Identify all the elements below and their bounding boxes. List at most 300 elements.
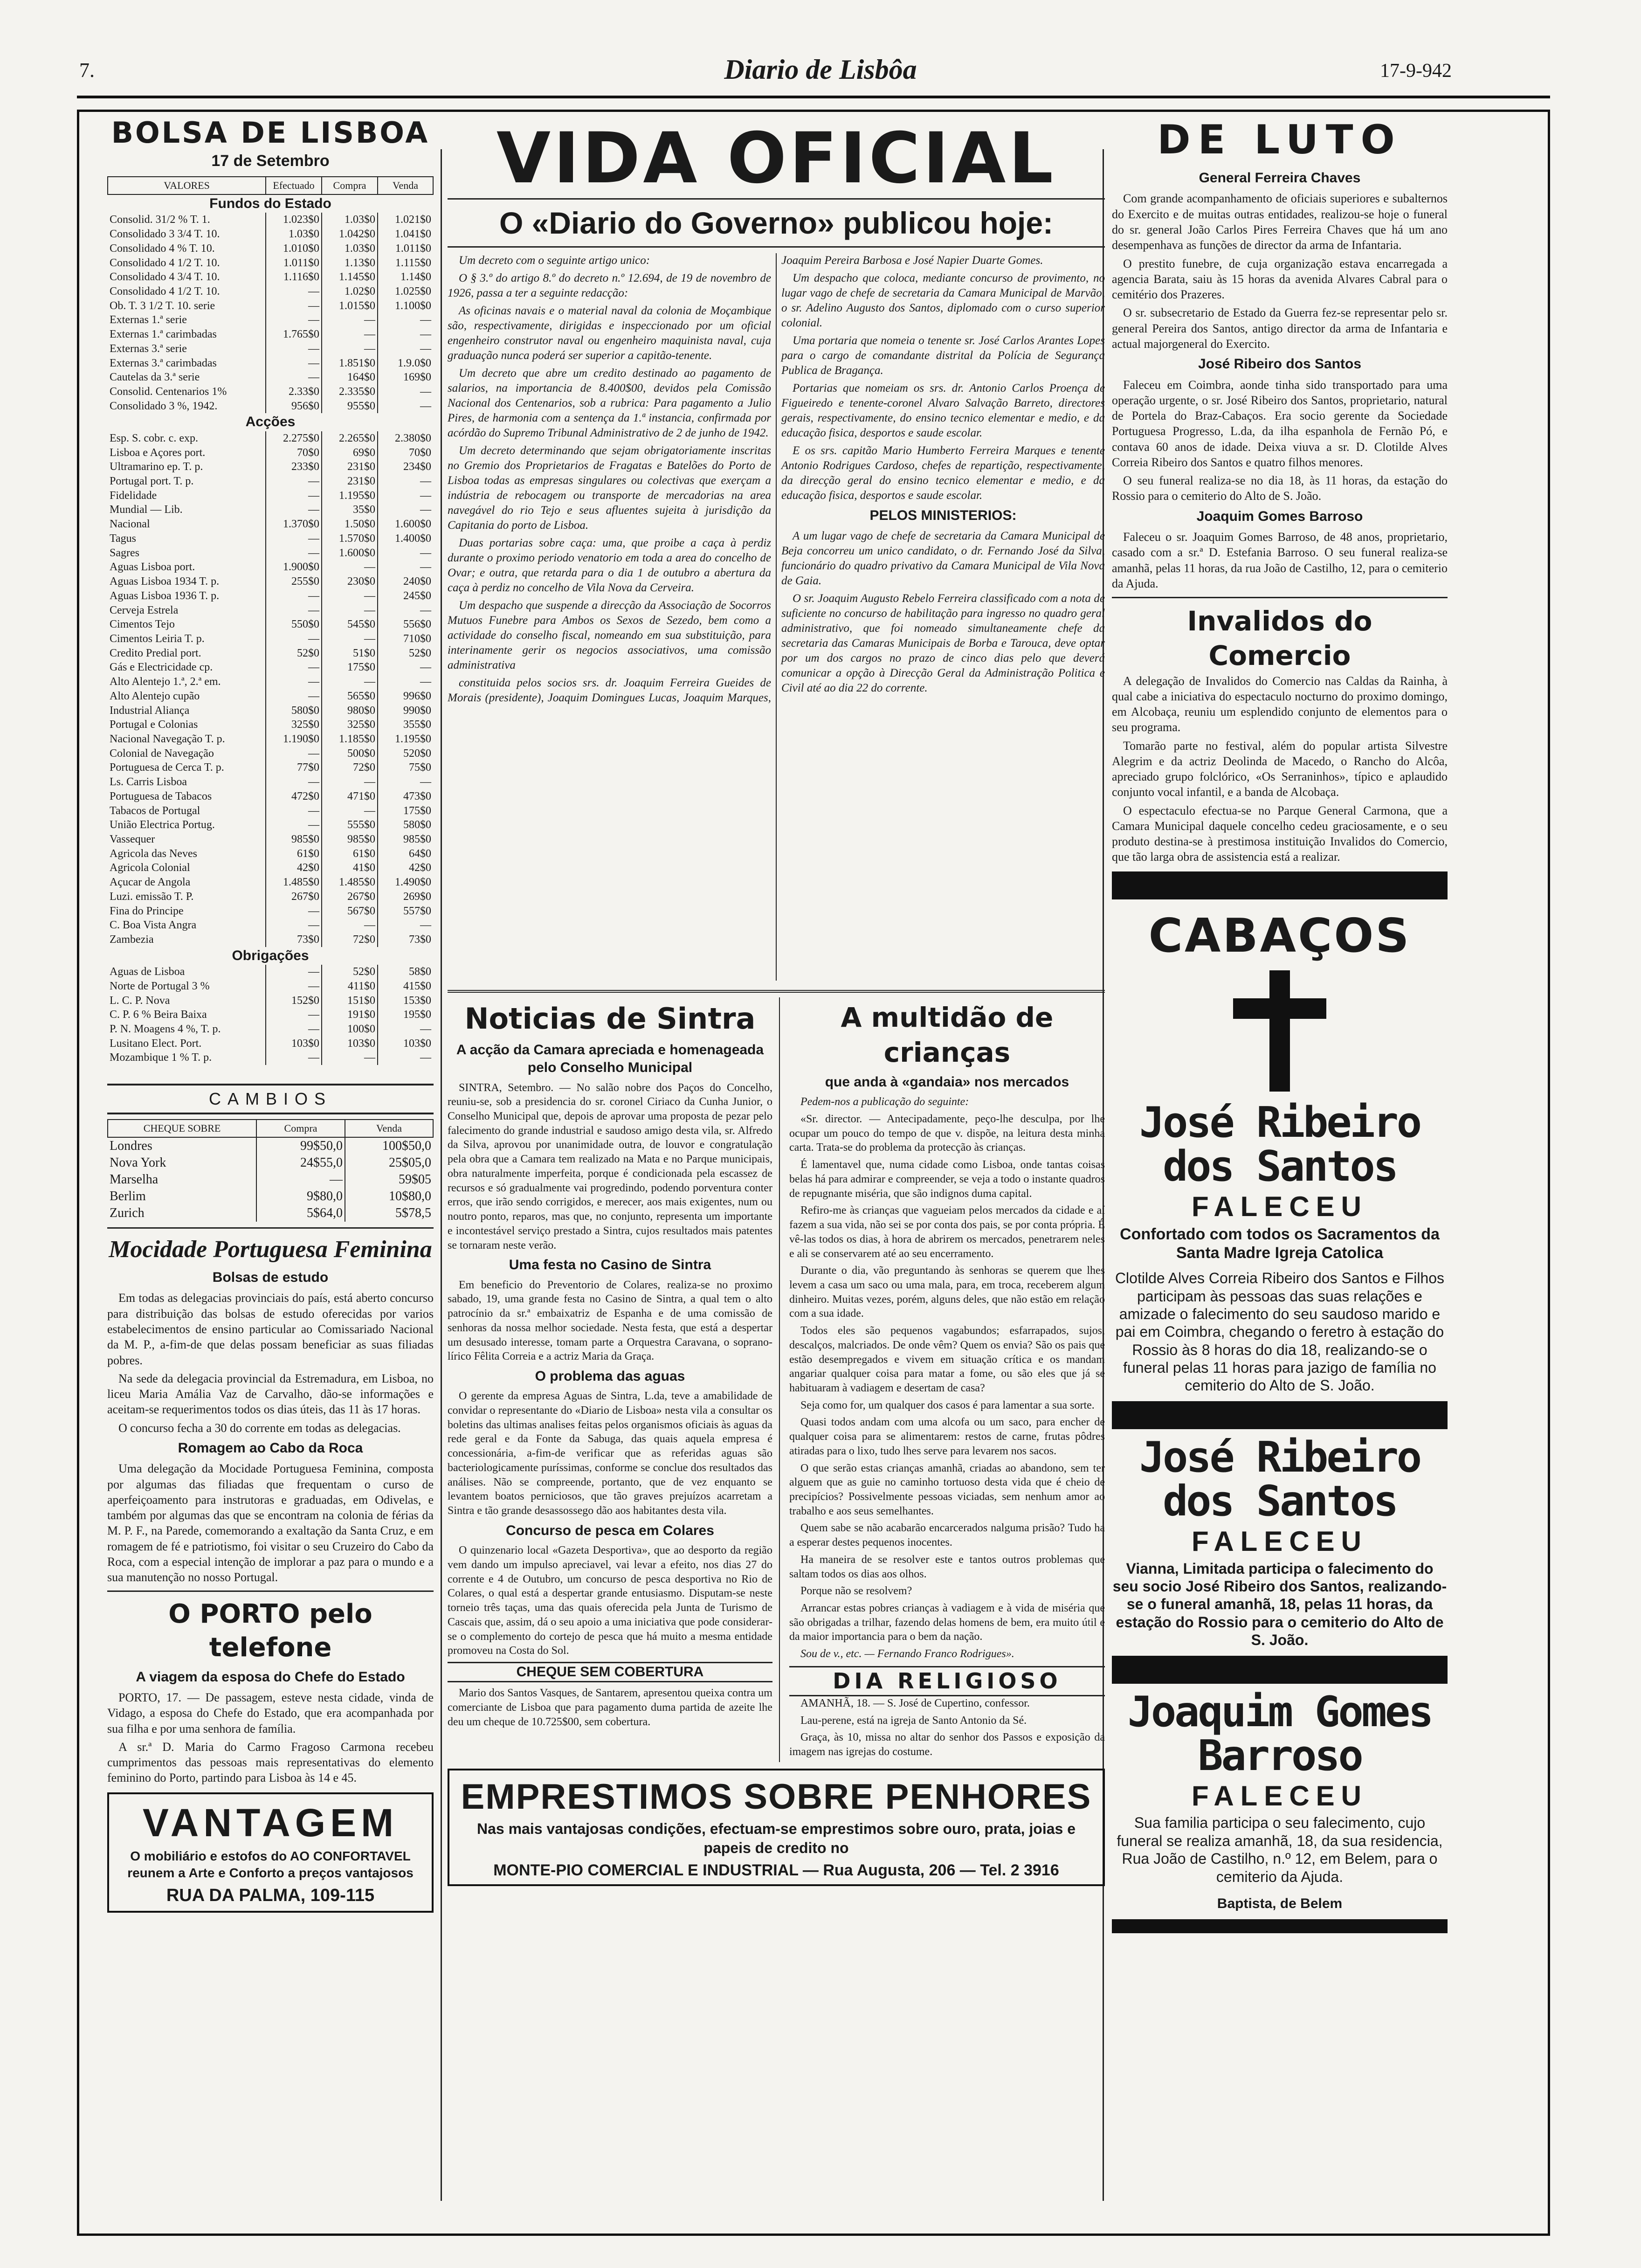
multidao-paragraph: É lamentavel que, numa cidade como Lisboa, onde tantas coisas belas há para admirar e compreender, se veja a todo o instante quadros de repugnante miséria, que são indignos duma capital. xyxy=(789,1159,1105,1200)
table-row xyxy=(108,1205,433,1222)
table-cell: Consolid. 31/2 % T. 1. xyxy=(110,214,210,226)
divider xyxy=(107,1227,434,1229)
table-cell: Cimentos Leiria T. p. xyxy=(110,632,205,645)
table-cell: — xyxy=(378,399,433,414)
mocidade-title: Mocidade Portuguesa Feminina xyxy=(109,1236,432,1263)
table-row xyxy=(108,385,433,399)
table-cell: Ob. T. 3 1/2 T. 10. serie xyxy=(110,299,215,312)
religioso-title: DIA RELIGIOSO xyxy=(789,1666,1105,1696)
casino-text: Em beneficio do Preventorio de Colares, realiza-se no proximo sabado, 19, uma grande festa no Casino de Sintra, a qual tem o alto patrocínio da sr.ª embaixatriz de Espanha e de uma comissão de senhoras da nossa melhor sociedade. Nesta festa, que está a despertar um desusado interesse, tomam parte a Orquestra Caravana, o soprano-lírico Fêlita Correia e a actriz Maria da Graça. xyxy=(448,1279,772,1363)
table-cell: — xyxy=(266,342,322,356)
table-cell: Ls. Carris Lisboa xyxy=(110,776,187,788)
table-cell: 955$0 xyxy=(322,399,378,414)
cheque-text: Mario dos Santos Vasques, de Santarem, apresentou queixa contra um comerciante de Lisboa que para pagamento duma partida de azeite lhe deu um cheque de 10.725$00, sem cobertura. xyxy=(448,1687,772,1728)
table-cell: 1.195$0 xyxy=(378,732,433,747)
table-cell: 1.03$0 xyxy=(322,242,378,256)
table-cell: — xyxy=(322,775,378,789)
table-cell: 10$80,0 xyxy=(345,1188,433,1205)
table-row xyxy=(108,399,433,414)
table-cell: 169$0 xyxy=(378,370,433,385)
table-cell: 472$0 xyxy=(266,789,322,804)
black-border xyxy=(1112,1401,1448,1429)
table-row xyxy=(108,617,433,632)
multidao-paragraph: Arrancar estas pobres crianças à vadiagem e à vida de miséria que são obrigadas a trilhar, fazendo delas homens de bem, era muito útil e da maior importancia para o bem da nação. xyxy=(789,1602,1105,1643)
table-cell: 996$0 xyxy=(378,689,433,704)
aguas-text: O gerente da empresa Aguas de Sintra, L.da, teve a amabilidade de convidar o representante do «Diario de Lisboa» nesta vila a consultar os boletins das ultimas analises feitas pelos organismos oficiais às aguas da rede geral e da Fonte da Sabuga, das quais aquela empresa é concessionária, a-fim-de verificar que as referidas aguas são bacteriologicamente puríssimas, conforme se conclue dos resultados das análises. Não se compreende, portanto, que de vez enquanto se levantem boatos perniciosos, que tão graves prejuízos acarretam a Sintra e tão grande desassossego dão aos habitantes desta vila. xyxy=(448,1390,772,1517)
table-row xyxy=(108,270,433,284)
bolsa-title: BOLSA DE LISBOA xyxy=(111,116,430,150)
table-cell: C. Boa Vista Angra xyxy=(110,919,197,932)
table-cell: Credito Predial port. xyxy=(110,647,201,659)
vida-paragraph: Um decreto determinando que sejam obrigatoriamente inscritas no Gremio dos Proprietarios de Fragatas e Batelões do Porto de Lisboa todas as empresas singulares ou colectivas que exerçam a indústria de rebocagem ou transporte de mercadorias na area navegável do rio Tejo e seus afluentes sujeita à jurisdição da Capitania do porto de Lisboa. xyxy=(448,444,771,532)
ministerios-title: PELOS MINISTERIOS: xyxy=(869,508,1017,524)
cabacos-title: CABAÇOS xyxy=(1148,908,1411,963)
vida-oficial-title: VIDA OFICIAL xyxy=(496,118,1056,199)
table-cell: 2.335$0 xyxy=(322,385,378,399)
table-cell: — xyxy=(322,918,378,933)
romagem-text: Uma delegação da Mocidade Portuguesa Feminina, composta por algumas das filiadas que frequentam o curso de aperfeiçoamento para instrutoras e graduadas, em Odivelas, e também por algumas das que se encontram na colonia de férias da M. P. F., na Parede, comemorando a exaltação da Santa Cruz, e em romagem de fé e patriotismo, foi visitar o seu Cruzeiro do Cabo da Roca, com a especial intenção de implorar a paz para o mundo e a sua manutenção no nosso Portugal. xyxy=(107,1462,434,1584)
table-row xyxy=(108,517,433,532)
table-cell: — xyxy=(322,342,378,356)
table-row xyxy=(108,1051,433,1065)
table-cell: União Electrica Portug. xyxy=(110,819,215,831)
ad-vantagem xyxy=(107,1792,434,1913)
vida-paragraph: constituida pelos socios srs. dr. Joaquim Ferreira Gueides de Morais (presidente), Joaquim Domingues Lucas, Joaquim Marques, Joaquim Pereira Barbosa e José Napier Duarte Gomes. xyxy=(448,254,1043,705)
table-row xyxy=(108,933,433,947)
table-cell: 2.265$0 xyxy=(322,431,378,446)
col-header: VALORES xyxy=(108,177,266,194)
obituary-name: José Ribeiro dos Santos xyxy=(1139,1432,1420,1526)
multidao-signature: Sou de v., etc. — Fernando Franco Rodrigues». xyxy=(800,1648,1014,1660)
table-row xyxy=(108,875,433,890)
table-cell: 25$05,0 xyxy=(345,1155,433,1171)
table-cell: 100$50,0 xyxy=(345,1137,433,1155)
multidao-paragraph: «Sr. director. — Antecipadamente, peço-lhe desculpa, por lhe ocupar um pouco do tempo de que v. dispõe, na leitura desta minha carta. Trata-se do problema da protecção às crianças. xyxy=(789,1113,1105,1154)
table-cell: 567$0 xyxy=(322,904,378,919)
table-row xyxy=(108,675,433,689)
table-cell: 70$0 xyxy=(378,446,433,460)
table-row xyxy=(108,446,433,460)
table-row xyxy=(108,327,433,342)
table-cell: Norte de Portugal 3 % xyxy=(110,980,210,992)
table-cell: 1.490$0 xyxy=(378,875,433,890)
table-cell: — xyxy=(266,356,322,371)
table-cell: 1.9.0$0 xyxy=(378,356,433,371)
table-cell: — xyxy=(378,1051,433,1065)
table-cell: — xyxy=(266,675,322,689)
vida-paragraph: Um despacho que coloca, mediante concurso de provimento, no lugar vago de chefe de secretaria da Camara Municipal de Marvão, o sr. Adelino Augusto dos Santos, diplomado com o curso superior colonial. xyxy=(781,272,1105,330)
table-cell: 1.116$0 xyxy=(266,270,322,284)
table-row xyxy=(108,818,433,832)
multidao-paragraph: Durante o dia, vão preguntando às senhoras se querem que lhes levem a casa um saco ou uma mala, para, em troca, receberem algum dinheiro. Muitas vezes, porém, alguns deles, que não estão em relação com a sua idade. xyxy=(789,1265,1105,1320)
table-cell: — xyxy=(266,503,322,517)
table-cell: Consolid. Centenarios 1% xyxy=(110,386,227,398)
emprestimos-address: MONTE-PIO COMERCIAL E INDUSTRIAL — Rua Augusta, 206 — Tel. 2 3916 xyxy=(493,1861,1059,1879)
table-row xyxy=(108,1137,433,1155)
vida-paragraph: E os srs. capitão Mario Humberto Ferreira Marques e tenente Antonio Rodrigues Cardoso, chefes de repartição, respectivamente, da direcção geral do ensino tecnico elementar e medio, e da educação fisica, desportos e saude escolar. xyxy=(781,444,1105,502)
table-cell: 72$0 xyxy=(322,761,378,775)
religioso-text: AMANHÃ, 18. — S. José de Cupertino, confessor. xyxy=(800,1697,1030,1709)
obituary-text: Clotilde Alves Correia Ribeiro dos Santos e Filhos participam às pessoas das suas relações e amizade o falecimento do seu saudoso marido e pai em Coimbra, chegando o feretro à estação do Rossio às 8 horas do dia 18, realizando-se o funeral pelas 11 horas para jazigo de família no cemiterio do Alto de S. João. xyxy=(1115,1270,1445,1394)
table-cell: Zambezia xyxy=(110,933,154,946)
table-cell: 556$0 xyxy=(378,617,433,632)
table-row xyxy=(108,1188,433,1205)
table-row xyxy=(108,1037,433,1051)
table-cell: 710$0 xyxy=(378,632,433,646)
table-cell: 234$0 xyxy=(378,460,433,474)
table-row xyxy=(108,761,433,775)
table-cell: — xyxy=(266,775,322,789)
table-cell: 58$0 xyxy=(378,965,433,979)
table-row xyxy=(108,994,433,1008)
table-cell: — xyxy=(266,546,322,560)
table-cell: 103$0 xyxy=(322,1037,378,1051)
table-cell: — xyxy=(266,965,322,979)
mocidade-paragraph: Na sede da delegacia provincial da Estremadura, em Lisboa, no liceu Maria Amália Vaz de Carvalho, dão-se informações e aceitam-se requerimentos todos os dias úteis, das 11 às 17 horas. xyxy=(107,1371,434,1417)
table-cell: 1.600$0 xyxy=(378,517,433,532)
section-heading: Fundos do Estado xyxy=(209,196,331,212)
table-cell: 956$0 xyxy=(266,399,322,414)
table-cell: 1.370$0 xyxy=(266,517,322,532)
bolsa-date: 17 de Setembro xyxy=(211,152,330,170)
table-cell: 153$0 xyxy=(378,994,433,1008)
table-cell: — xyxy=(266,532,322,546)
table-cell: — xyxy=(266,918,322,933)
table-cell: 1.021$0 xyxy=(378,213,433,227)
diario-governo-headline: O «Diario do Governo» publicou hoje: xyxy=(448,198,1105,248)
table-cell: Vassequer xyxy=(110,833,155,845)
table-cell: 1.570$0 xyxy=(322,532,378,546)
table-row xyxy=(108,356,433,371)
pesca-text: O quinzenario local «Gazeta Desportiva», que ao desporto da região vem dando um impulso apreciavel, vai levar a efeito, nos dias 27 do corrente e 4 de Outubro, um concurso de pesca desportiva no Rio de Colares, o qual está a despertar grande entusiasmo. Disputam-se neste torneio três taças, uma das quais oferecida pela Junta de Turismo de Cascais que, assim, dá o seu apoio a uma iniciativa que pode considerar-se o complemento do cortejo de pesca que há muito a mesma entidade promoveu na Costa do Sol. xyxy=(448,1544,772,1657)
table-row xyxy=(108,832,433,847)
table-cell: 1.011$0 xyxy=(378,242,433,256)
table-cell: — xyxy=(378,560,433,574)
table-cell: 61$0 xyxy=(266,847,322,861)
ministerios-paragraph: O sr. Joaquim Augusto Rebelo Ferreira classificado com a nota de suficiente no concurso de habilitação para ingresso no quadro geral administrativo, que foi nomeado simultaneamente chefe da secretaria das Camaras Municipais de Borba e Tarouca, deve optar por um dos cargos no prazo de cinco dias pelo que deverá comunicar a opção à Direcção Geral da Administração Politica e Civil até ao dia 22 do corrente. xyxy=(781,592,1105,694)
funeral-agency: Baptista, de Belem xyxy=(1217,1895,1343,1911)
general-paragraph: O prestito funebre, de cuja organização estava encarregada a agencia Barata, saiu às 15 horas da avenida Alvares Cabral para o cemitério dos Prazeres. xyxy=(1112,256,1448,302)
table-cell: 1.02$0 xyxy=(322,284,378,299)
multidao-title: A multidão de crianças xyxy=(841,1002,1054,1068)
table-cell: 1.851$0 xyxy=(322,356,378,371)
table-cell: 545$0 xyxy=(322,617,378,632)
table-cell: 565$0 xyxy=(322,689,378,704)
section-heading: Obrigações xyxy=(232,947,309,963)
table-cell: 1.145$0 xyxy=(322,270,378,284)
table-cell: L. C. P. Nova xyxy=(110,994,170,1007)
table-cell: — xyxy=(266,284,322,299)
table-row xyxy=(108,503,433,517)
table-row xyxy=(108,532,433,546)
general-paragraph: O sr. subsecretario de Estado da Guerra fez-se representar pelo sr. general Pereira dos Santos, antigo director da arma de Infantaria e actual majorgeneral do Exercito. xyxy=(1112,306,1448,351)
table-row xyxy=(108,460,433,474)
vida-paragraph: Uma portaria que nomeia o tenente sr. José Carlos Arantes Lopes para o cargo de comandante distrital da Polícia de Segurança Publica de Bragança. xyxy=(781,334,1105,377)
sintra-text: SINTRA, Setembro. — No salão nobre dos Paços do Concelho, reuniu-se, sob a presidencia do sr. coronel Ciriaco da Cunha Junior, o Conselho Municipal que, depois de aprovar uma proposta de pezar pelo falecimento do grande industrial e saudoso amigo desta vila, sr. Alfredo da Silva, aprovou por unanimidade outra, de louvor e congratulação pela obra que a Camara tem realizado na Mata e no Parque municipais, obra naturalmente imperfeita, porque é condicionada pela escassez de recursos e só gradualmente vai progredindo, podendo porventura conter erros, que irão sendo corrigidos, e merecer, aos mais exigentes, num ou noutro ponto, reparos, mas que, no conjunto, representa um importante e incontestável serviço prestado a Sintra, cujos resultados mais patentes se tornaram neste verão. xyxy=(448,1081,772,1252)
bolsa-table xyxy=(107,176,434,1065)
table-cell: 42$0 xyxy=(378,861,433,875)
table-cell: Luzi. emissão T. P. xyxy=(110,890,194,903)
table-cell: 41$0 xyxy=(322,861,378,875)
table-cell: — xyxy=(322,560,378,574)
table-cell: 985$0 xyxy=(322,832,378,847)
table-cell: 151$0 xyxy=(322,994,378,1008)
table-cell: Mundial — Lib. xyxy=(110,504,183,516)
table-cell: 557$0 xyxy=(378,904,433,919)
table-cell: Fina do Principe xyxy=(110,905,184,917)
table-cell: 100$0 xyxy=(322,1022,378,1037)
table-cell: 51$0 xyxy=(322,646,378,661)
table-cell: 99$50,0 xyxy=(256,1137,345,1155)
table-cell: — xyxy=(378,675,433,689)
obituary-text: Sua familia participa o seu falecimento, cujo funeral se realiza amanhã, 18, da sua residencia, Rua João de Castilho, n.º 12, em Belem, para o cemiterio da Ajuda. xyxy=(1117,1814,1443,1885)
table-row xyxy=(108,370,433,385)
table-cell: 1.600$0 xyxy=(322,546,378,560)
table-cell: Consolidado 4 % T. 10. xyxy=(110,242,215,255)
table-cell: 985$0 xyxy=(378,832,433,847)
table-cell: 1.13$0 xyxy=(322,256,378,270)
mocidade-paragraph: O concurso fecha a 30 do corrente em todas as delegacias. xyxy=(118,1421,401,1435)
table-cell: 1.03$0 xyxy=(266,227,322,242)
vida-paragraph: Portarias que nomeiam os srs. dr. Antonio Carlos Proença de Figueiredo e tenente-coronel Alvaro Salvação Barreto, directores gerais, respectivamente, do ensino tecnico elementar e medio, e da educação fisica, desportos e saude escolar. xyxy=(781,382,1105,440)
multidao-paragraph: Quasi todos andam com uma alcofa ou um saco, para encher de qualquer coisa para se alimentarem: restos de carne, frutas pôdres atiradas para o lixo, tudo lhes serve para levarem nos sacos. xyxy=(789,1416,1105,1457)
divider xyxy=(107,1590,434,1592)
table-cell: 233$0 xyxy=(266,460,322,474)
table-cell: 520$0 xyxy=(378,747,433,761)
table-row xyxy=(108,284,433,299)
table-cell: Nova York xyxy=(110,1155,166,1170)
sintra-subtitle: A acção da Camara apreciada e homenageada pelo Conselho Municipal xyxy=(456,1042,764,1076)
table-cell: Consolidado 3 3/4 T. 10. xyxy=(110,228,220,241)
table-row xyxy=(108,546,433,560)
table-cell: Fidelidade xyxy=(110,489,157,502)
vantagem-title: VANTAGEM xyxy=(142,1800,399,1845)
table-cell: 9$80,0 xyxy=(256,1188,345,1205)
table-cell: — xyxy=(266,1051,322,1065)
table-cell: — xyxy=(266,904,322,919)
emprestimos-title: EMPRESTIMOS SOBRE PENHORES xyxy=(461,1777,1092,1817)
table-cell: Consolidado 3 %, 1942. xyxy=(110,400,218,412)
table-cell: — xyxy=(322,313,378,327)
multidao-section xyxy=(789,997,1105,1762)
table-cell: Ultramarino ep. T. p. xyxy=(110,461,203,473)
table-cell: 175$0 xyxy=(322,660,378,675)
divider xyxy=(1112,597,1448,598)
table-cell: 473$0 xyxy=(378,789,433,804)
table-row xyxy=(108,747,433,761)
table-row xyxy=(108,489,433,503)
table-cell: Cimentos Tejo xyxy=(110,618,175,631)
table-cell: — xyxy=(266,1008,322,1022)
multidao-paragraph: Seja como for, um qualquer dos casos é para lamentar a sua sorte. xyxy=(800,1399,1095,1411)
table-cell: — xyxy=(266,299,322,313)
table-cell: 64$0 xyxy=(378,847,433,861)
table-row xyxy=(108,589,433,603)
vida-paragraph: As oficinas navais e o material naval da colonia de Moçambique são, respectivamente, dirigidas e inspeccionado por um oficial engenheiro construtor naval ou engenheiro maquinista naval, cuja graduação nunca poderá ser superior a capitão-tenente. xyxy=(448,304,771,362)
table-cell: 195$0 xyxy=(378,1008,433,1022)
table-cell: 1.765$0 xyxy=(266,327,322,342)
mocidade-subtitle: Bolsas de estudo xyxy=(212,1270,329,1286)
casino-title: Uma festa no Casino de Sintra xyxy=(509,1257,711,1273)
table-cell: Nacional xyxy=(110,518,150,531)
table-row xyxy=(108,918,433,933)
table-cell: — xyxy=(266,1022,322,1037)
table-cell: — xyxy=(378,489,433,503)
emprestimos-line: Nas mais vantajosas condições, efectuam-se emprestimos sobre ouro, prata, joias e papeis de credito no xyxy=(476,1820,1076,1856)
sintra-title: Noticias de Sintra xyxy=(464,1002,756,1036)
table-cell: 985$0 xyxy=(266,832,322,847)
faleceu-label: FALECEU xyxy=(1191,1190,1368,1222)
vida-paragraph: Duas portarias sobre caça: uma, que proibe a caça à perdiz durante o proximo periodo venatorio em toda a area do concelho de Ovar; e outra, que retarda para o dia 1 de outubro a abertura da caça à perdiz no concelho de Vila Nova da Cerveira. xyxy=(448,537,771,595)
issue-date: 17-9-942 xyxy=(1380,60,1452,82)
invalidos-paragraph: O espectaculo efectua-se no Parque General Carmona, que a Camara Municipal daquele concelho cedeu graciosamente, e o seu produto destina-se à prestimosa instituição Invalidos do Comercio, que tão larga obra de assistencia está a realizar. xyxy=(1112,803,1448,864)
table-row xyxy=(108,1008,433,1022)
multidao-paragraph: Todos eles são pequenos vagabundos; esfarrapados, sujos, descalços, malcriados. De onde vêm? Quem os envia? São os pais que estão desempregados e vivem em situação crítica e os mandam angariar qualquer coisa para matar a fome, ou são eles que já se habituaram à vadiagem e desertam de casa? xyxy=(789,1325,1105,1394)
table-cell: — xyxy=(266,603,322,618)
table-cell: 2.380$0 xyxy=(378,431,433,446)
cambios-title: CAMBIOS xyxy=(107,1084,434,1114)
table-cell: 269$0 xyxy=(378,890,433,904)
table-row xyxy=(108,804,433,818)
table-cell: 325$0 xyxy=(266,718,322,732)
table-cell: Sagres xyxy=(110,546,139,559)
table-cell: Externas 1.ª serie xyxy=(110,314,187,326)
porto-subtitle: A viagem da esposa do Chefe do Estado xyxy=(136,1669,405,1685)
table-cell: 42$0 xyxy=(266,861,322,875)
table-cell: 1.100$0 xyxy=(378,299,433,313)
table-cell: Lusitano Elect. Port. xyxy=(110,1037,202,1050)
table-row xyxy=(108,1155,433,1171)
table-cell: 61$0 xyxy=(322,847,378,861)
table-cell: Agricola das Neves xyxy=(110,847,197,860)
table-cell: — xyxy=(378,313,433,327)
vida-paragraph: Um despacho que suspende a direcção da Associação de Socorros Mutuos Funebre para Ambos os Sexos de Sezedo, bem como a actividade do conselho fiscal, nomeando em sua substituição, para interinamente gerir os negocios associativos, uma comissão administrativa xyxy=(448,599,771,672)
multidao-paragraph: Ha maneira de se resolver este e tantos outros problemas que saltam todos os dias aos olhos. xyxy=(789,1553,1105,1580)
table-cell: Marselha xyxy=(110,1172,159,1187)
table-row xyxy=(108,603,433,618)
table-cell: 75$0 xyxy=(378,761,433,775)
table-cell: — xyxy=(378,327,433,342)
multidao-paragraph: Refiro-me às crianças que vagueiam pelos mercados da cidade e aí fazem a sua vida, não sei se por conta dos pais, se por conta própria. É vê-las todos os dias, à hora de abrirem os mercados, penetrarem neles e ali se conservarem até ao seu encerramento. xyxy=(789,1204,1105,1260)
table-cell: 325$0 xyxy=(322,718,378,732)
table-cell: 2.275$0 xyxy=(266,431,322,446)
table-cell: 73$0 xyxy=(266,933,322,947)
porto-text: PORTO, 17. — De passagem, esteve nesta cidade, vinda de Vidago, a esposa do Chefe do Estado, que era acompanhada por sua filha e por uma senhora de família. xyxy=(107,1691,434,1736)
table-cell: 52$0 xyxy=(266,646,322,661)
religioso-text: Lau-perene, está na igreja de Santo Antonio da Sé. xyxy=(800,1714,1027,1727)
table-cell: 471$0 xyxy=(322,789,378,804)
jrs-paragraph: O seu funeral realiza-se no dia 18, às 11 horas, da estação do Rossio para o cemiterio do Alto de S. João. xyxy=(1112,474,1448,503)
table-cell: Berlim xyxy=(110,1189,146,1203)
table-cell: 52$0 xyxy=(378,646,433,661)
table-cell: 5$64,0 xyxy=(256,1205,345,1222)
table-cell: — xyxy=(266,660,322,675)
table-cell: 550$0 xyxy=(266,617,322,632)
table-cell: Lisboa e Açores port. xyxy=(110,446,206,459)
cheque-title: CHEQUE SEM COBERTURA xyxy=(448,1662,772,1682)
table-cell: Portugal port. T. p. xyxy=(110,475,194,488)
page-number: 7. xyxy=(79,59,95,82)
table-cell: Portuguesa de Tabacos xyxy=(110,790,212,802)
table-row xyxy=(108,646,433,661)
table-cell: Cautelas da 3.ª serie xyxy=(110,371,200,384)
table-row xyxy=(108,660,433,675)
table-cell: 73$0 xyxy=(378,933,433,947)
table-cell: 1.041$0 xyxy=(378,227,433,242)
porto-title: O PORTO pelo telefone xyxy=(168,1599,372,1663)
table-cell: 1.195$0 xyxy=(322,489,378,503)
table-cell: 1.011$0 xyxy=(266,256,322,270)
table-cell: — xyxy=(378,546,433,560)
table-cell: 59$05 xyxy=(345,1171,433,1188)
table-cell: 1.14$0 xyxy=(378,270,433,284)
table-row xyxy=(108,704,433,718)
cambios-table xyxy=(107,1119,434,1221)
ministerios-paragraph: A um lugar vago de chefe de secretaria da Camara Municipal de Beja concorreu um unico candidato, o dr. Fernando José da Silva, funcionário do quadro privativo da Camara Municipal de Vila Nova de Gaia. xyxy=(781,529,1105,587)
col-header: Compra xyxy=(256,1120,345,1137)
table-cell: Esp. S. cobr. c. exp. xyxy=(110,432,198,444)
table-row xyxy=(108,861,433,875)
table-cell: Alto Alentejo 1.ª, 2.ª em. xyxy=(110,676,221,688)
table-cell: 164$0 xyxy=(322,370,378,385)
table-cell: — xyxy=(322,603,378,618)
table-cell: — xyxy=(322,589,378,603)
invalidos-paragraph: Tomarão parte no festival, além do popular artista Silvestre Alegrim e da actriz Deolinda de Macedo, o Rancho do Alcôa, apreciado grupo folclórico, «Os Serraninhos», típico e aplaudido conjunto vocal infantil, e a banda de Alcobaça. xyxy=(1112,739,1448,799)
obituary-name: Joaquim Gomes Barroso xyxy=(1127,1687,1432,1781)
table-row xyxy=(108,732,433,747)
table-cell: 35$0 xyxy=(322,503,378,517)
table-cell: — xyxy=(322,675,378,689)
invalidos-title: Invalidos do Comercio xyxy=(1187,605,1372,672)
multidao-paragraph: Quem sabe se não acabarão encarcerados nalguma prisão? Tudo ha a esperar destes pequenos inocentes. xyxy=(789,1522,1105,1549)
mocidade-paragraph: Em todas as delegacias provinciais do país, está aberto concurso para distribuição das bolsas de estudo oferecidas por varios estabelecimentos de ensino particular ao Comissariado Nacional da M. P., a-fim-de que delas possam beneficiar as suas filiadas pobres. xyxy=(107,1291,434,1367)
table-cell: Consolidado 4 1/2 T. 10. xyxy=(110,256,220,269)
table-cell: — xyxy=(322,327,378,342)
table-cell: 191$0 xyxy=(322,1008,378,1022)
table-cell: — xyxy=(378,1022,433,1037)
table-cell: Londres xyxy=(110,1139,152,1154)
table-cell: 415$0 xyxy=(378,979,433,994)
header-rule xyxy=(77,96,1550,98)
table-cell: — xyxy=(322,632,378,646)
table-cell: — xyxy=(266,589,322,603)
col-header: Efectuado xyxy=(266,177,322,194)
table-cell: — xyxy=(266,474,322,489)
table-cell: 175$0 xyxy=(378,804,433,818)
vida-paragraph: Um decreto que abre um credito destinado ao pagamento de salarios, na importancia de 8.400$00, devidos pela Comissão Nacional dos Centenarios, sob a rubrica: Para pagamento a Julio Pires, de harmonia com a sentença da 1.ª instancia, confirmada por acórdão do Supremo Tribunal Administrativo de 2 de junho de 1942. xyxy=(448,367,771,440)
table-cell: 355$0 xyxy=(378,718,433,732)
column-bolsa xyxy=(107,114,434,2231)
multidao-lead: Pedem-nos a publicação do seguinte: xyxy=(800,1096,969,1108)
luto-title: DE LUTO xyxy=(1157,117,1402,163)
table-row xyxy=(108,632,433,646)
table-cell: Aguas Lisboa port. xyxy=(110,561,195,574)
table-cell: 580$0 xyxy=(378,818,433,832)
table-row xyxy=(108,775,433,789)
col-header: Venda xyxy=(345,1120,433,1137)
table-cell: — xyxy=(378,342,433,356)
table-cell: Portuguesa de Cerca T. p. xyxy=(110,761,224,774)
invalidos-paragraph: A delegação de Invalidos do Comercio nas Caldas da Rainha, à qual cabe a iniciativa do espectaculo nocturno do proximo domingo, em Alcobaça, reuniu um esplendido conjunto de elementos para o seu programa. xyxy=(1112,674,1448,734)
column-vida-oficial xyxy=(448,114,1105,2231)
table-cell: Açucar de Angola xyxy=(110,876,191,889)
jrs-title: José Ribeiro dos Santos xyxy=(1198,356,1362,372)
table-cell: Aguas Lisboa 1936 T. p. xyxy=(110,589,220,602)
table-row xyxy=(108,965,433,979)
table-cell: Zurich xyxy=(110,1205,145,1220)
table-row xyxy=(108,979,433,994)
faleceu-label: FALECEU xyxy=(1191,1780,1368,1812)
